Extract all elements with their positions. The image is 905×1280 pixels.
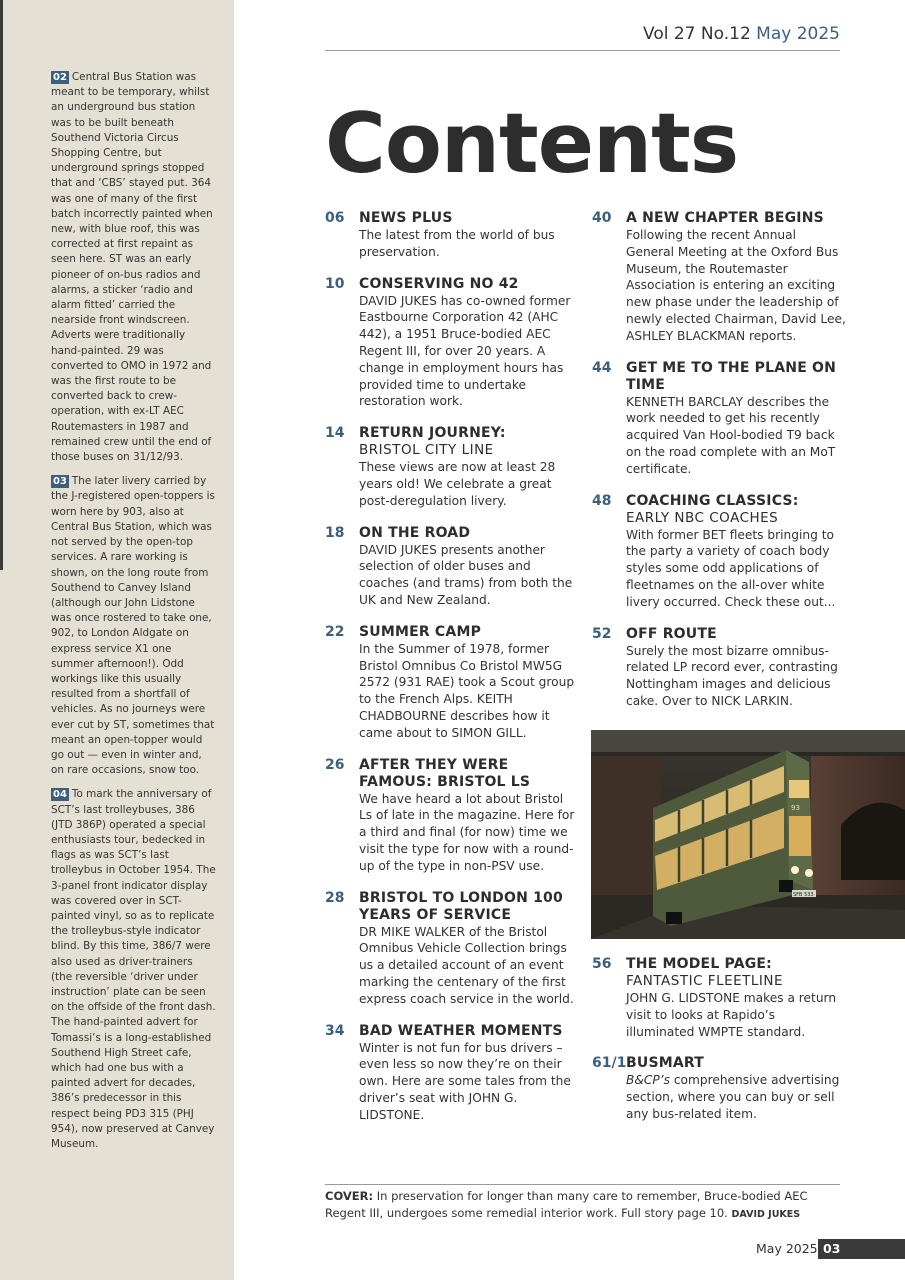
entry-body (626, 626, 847, 710)
entry-description (626, 643, 847, 710)
entry-body (626, 956, 847, 1040)
entry-subtitle: BRISTOL CITY LINE (359, 442, 494, 459)
previous-page-edge (0, 0, 3, 570)
entry-body (359, 276, 580, 411)
entry-description (359, 641, 580, 742)
sidebar (0, 0, 234, 1280)
entry-description (359, 1040, 580, 1124)
contents-entry (592, 210, 847, 345)
entry-body (626, 210, 847, 345)
bus-photo (591, 730, 905, 939)
entry-title: GET ME TO THE PLANE ON TIME (626, 359, 837, 393)
contents-entry (592, 626, 847, 710)
entry-description (626, 990, 847, 1040)
entry-description-text: DAVID JUKES presents another selection of older buses and coaches (and trams) from both the UK and New Zealand. (359, 542, 573, 607)
contents-entry (325, 276, 580, 411)
entry-body (359, 210, 580, 261)
contents-entry (325, 210, 580, 261)
entry-description-text: In the Summer of 1978, former Bristol Omnibus Co Bristol MW5G 2572 (931 RAE) took a Scout group to the French Alps. KEITH CHADBOURNE describes how it came about to SIMON GILL. (359, 641, 575, 740)
entry-description (359, 791, 580, 875)
issue-header (643, 24, 840, 44)
contents-entry (325, 890, 580, 1008)
entry-body (626, 493, 847, 611)
contents-entry (592, 1055, 847, 1122)
contents-entry (592, 493, 847, 611)
entry-page-number: 44 (592, 359, 612, 376)
page-title: Contents (325, 95, 739, 192)
caption-number: 02 (53, 72, 67, 83)
entry-body (359, 624, 580, 742)
entry-title: THE MODEL PAGE: (626, 956, 772, 972)
entry-description-text: With former BET fleets bringing to the party a variety of coach body styles some odd applications of fleetnames on the all-over white livery occurred. Check these out... (626, 527, 836, 609)
entry-title: COACHING CLASSICS: (626, 492, 799, 509)
entry-description (626, 1072, 847, 1122)
entry-title: AFTER THEY WERE FAMOUS: BRISTOL LS (359, 756, 531, 790)
entry-page-number: 22 (325, 623, 345, 640)
contents-right-column (592, 210, 847, 725)
contents-entry (592, 360, 847, 478)
cover-divider (325, 1184, 840, 1185)
caption-02 (51, 70, 217, 465)
entry-page-number: 40 (592, 210, 612, 226)
entry-description-text: JOHN G. LIDSTONE makes a return visit to looks at Rapido’s illuminated WMPTE standard. (626, 991, 837, 1039)
caption-text: Central Bus Station was meant to be temporary, whilst an underground bus station was to be built beneath Southend Victoria Circus Shopping Centre, but underground springs stopped that and ‘CBS’ stayed put. 364 was one of many of the first batch incorrectly painted when new, with blue roof, this was corrected at first repaint as seen here. ST was an early pioneer of on-bus radios and alarms, a sticker ‘radio and alarm fitted’ carried the nearside front windscreen. Adverts were traditionally hand-painted. 29 was converted to OMO in 1972 and was the first route to be converted back to crew-operation, with ex-LT AEC Routemasters in 1987 and remained crew until the end of those buses on 31/12/93. (51, 71, 213, 464)
entry-body (359, 1023, 580, 1124)
entry-description-text: DR MIKE WALKER of the Bristol Omnibus Vehicle Collection brings us a detailed account of an event marking the centenary of the first express coach service in the world. (359, 924, 574, 1006)
entry-page-number: 56 (592, 956, 612, 972)
entry-title: RETURN JOURNEY: (359, 425, 506, 442)
contents-entry (325, 624, 580, 742)
entry-title: A NEW CHAPTER BEGINS (626, 210, 824, 226)
cover-credit: DAVID JUKES (731, 1208, 801, 1220)
sidebar-captions (51, 70, 217, 1161)
entry-description (359, 227, 580, 261)
entry-title: BAD WEATHER MOMENTS (359, 1022, 563, 1039)
footer-month: May 2025 (756, 1241, 818, 1256)
entry-description (359, 542, 580, 609)
entry-body (359, 425, 580, 509)
entry-page-number: 52 (592, 625, 612, 642)
entry-page-number: 06 (325, 210, 345, 226)
contents-entry (325, 425, 580, 509)
caption-text: The later livery carried by the J-registered open-toppers is worn here by 903, also at Central Bus Station, which was not served by the open-top services. A rare working is shown, on the long route from Southend to Canvey Island (although our John Lidstone was once rostered to take one, 902, to London Aldgate on express service X1 one summer afternoon!). Odd workings like this usually resulted from a shortfall of vehicles. As no journeys were ever cut by ST, sometimes that meant an open-topper would go out — even in winter and, on rare occasions, snow too. (51, 475, 215, 777)
entry-description (359, 459, 580, 509)
header-divider (325, 50, 840, 51)
entry-title: BRISTOL TO LONDON 100 YEARS OF SERVICE (359, 889, 563, 923)
entry-description-text: The latest from the world of bus preservation. (359, 228, 555, 259)
contents-entry (325, 757, 580, 875)
entry-description-text: We have heard a lot about Bristol Ls of late in the magazine. Here for a third and final (for now) time we visit the type for now with a round-up of the type in non-PSV use. (359, 791, 575, 873)
page-number: 03 (818, 1239, 905, 1259)
entry-title: OFF ROUTE (626, 625, 717, 642)
contents-entry (325, 525, 580, 609)
entry-title: BUSMART (626, 1055, 704, 1072)
entry-description (359, 293, 580, 411)
entry-body (359, 525, 580, 609)
caption-text: To mark the anniversary of SCT’s last trolleybuses, 386 (JTD 386P) operated a special enthusiasts tour, bedecked in flags as was SCT’s last trolleybus in October 1954. The 3-panel front indicator display was covered over in SCT-painted vinyl, so as to replicate the trolleybus-style indicator blind. By this time, 386/7 were also used as driver-trainers (the reversible ‘driver under instruction’ plate can be seen on the offside of the front dash. The hand-painted advert for Tomassi’s is a long-established Southend High Street cafe, which had one bus with a painted advert for decades, 386’s predecessor in this respect being PD3 315 (PHJ 954), now preserved at Canvey Museum. (51, 788, 216, 1151)
entry-title: ON THE ROAD (359, 524, 471, 541)
entry-page-number: 18 (325, 524, 345, 541)
entry-body (626, 1055, 847, 1122)
entry-description-text: These views are now at least 28 years old! We celebrate a great post-deregulation livery. (359, 460, 556, 508)
entry-subtitle: FANTASTIC FLEETLINE (626, 973, 784, 989)
entry-page-number: 14 (325, 425, 345, 442)
entry-description (626, 527, 847, 611)
caption-04 (51, 787, 217, 1152)
contents-entry (592, 956, 847, 1040)
entry-page-number: 10 (325, 275, 345, 292)
entry-title: CONSERVING NO 42 (359, 275, 519, 292)
entry-title: NEWS PLUS (359, 210, 453, 226)
entry-description (359, 924, 580, 1008)
issue-month: May 2025 (756, 24, 840, 44)
entry-description-text: comprehensive advertising section, where you can buy or sell any bus-related item. (626, 1073, 840, 1121)
registration-plate: SFB 533 (793, 892, 814, 898)
entry-description (626, 227, 847, 345)
entry-page-number: 34 (325, 1022, 345, 1039)
entry-page-number: 26 (325, 756, 345, 773)
entry-title: SUMMER CAMP (359, 623, 482, 640)
entry-description-text: Following the recent Annual General Meeting at the Oxford Bus Museum, the Routemaster Association is entering an exciting new phase under the leadership of newly elected Chairman, David Lee, ASHLEY BLACKMAN reports. (626, 228, 846, 343)
entry-description (626, 394, 847, 478)
bus-depot-photo-svg (591, 730, 905, 939)
issue-volume: Vol 27 No.12 (643, 24, 751, 44)
entry-page-number: 48 (592, 492, 612, 509)
entry-body (359, 890, 580, 1008)
entry-body (626, 360, 847, 478)
entry-page-number: 28 (325, 889, 345, 906)
magazine-name: B&CP’s (626, 1073, 670, 1088)
entry-description-text: Surely the most bizarre omnibus-related LP record ever, contrasting Nottingham images and delicious cake. Over to NICK LARKIN. (626, 643, 838, 708)
entry-page-number: 61/1 (592, 1055, 627, 1072)
caption-03 (51, 474, 217, 778)
cover-text: In preservation for longer than many care to remember, Bruce-bodied AEC Regent III, undergoes some remedial interior work. Full story page 10. (325, 1189, 808, 1220)
entry-subtitle: EARLY NBC COACHES (626, 509, 779, 526)
contents-right-bottom-column (592, 956, 847, 1138)
caption-number: 04 (53, 789, 67, 801)
entry-body (359, 757, 580, 875)
entry-description-text: DAVID JUKES has co-owned former Eastbourne Corporation 42 (AHC 442), a 1951 Bruce-bodied AEC Regent III, for over 20 years. A change in employment hours has provided time to undertake restoration work. (359, 293, 571, 409)
contents-entry (325, 1023, 580, 1124)
entry-description-text: Winter is not fun for bus drivers – even less so now they’re on their own. Here are some tales from the driver’s seat with JOHN G. LIDSTONE. (359, 1040, 571, 1122)
destination-blind: 93 (791, 804, 800, 812)
entry-description-text: KENNETH BARCLAY describes the work needed to get his recently acquired Van Hool-bodied T9 back on the road complete with an MoT certificate. (626, 394, 836, 476)
contents-left-column (325, 210, 580, 1138)
cover-label: COVER: (325, 1189, 374, 1203)
caption-number: 03 (53, 476, 67, 488)
cover-note (325, 1188, 840, 1223)
